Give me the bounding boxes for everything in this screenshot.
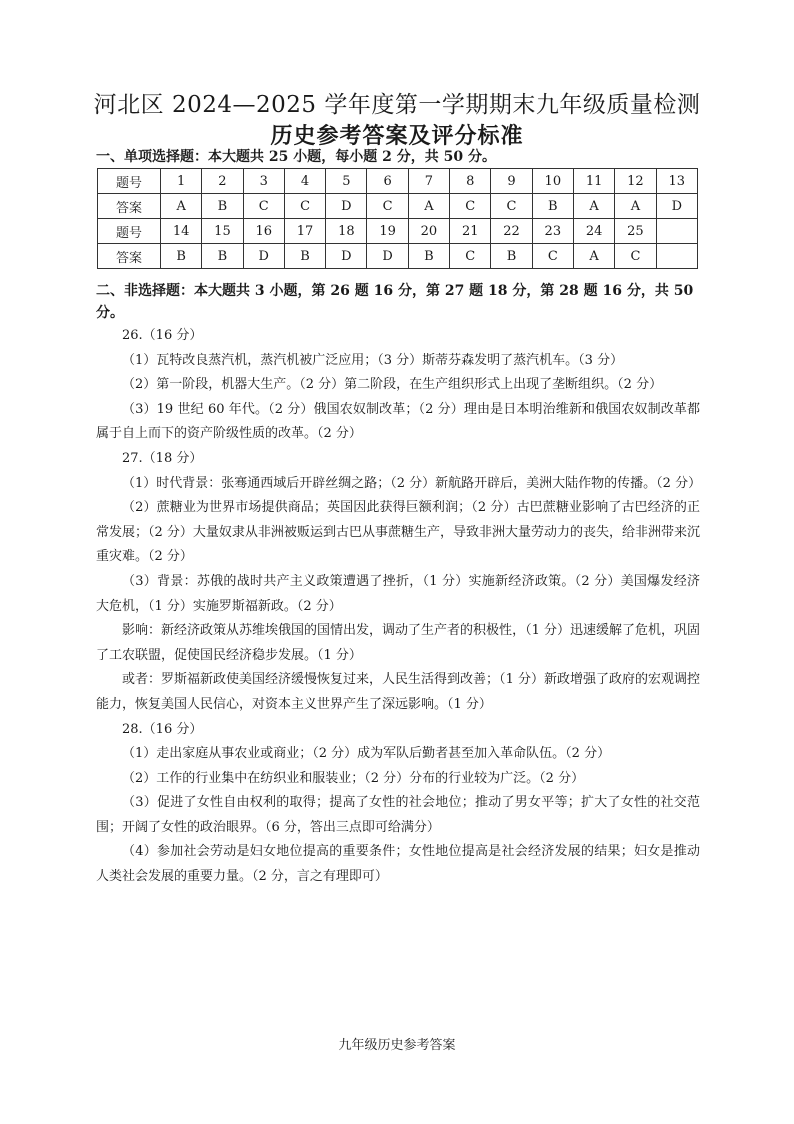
answer-paragraph: （3）背景：苏俄的战时共产主义政策遭遇了挫折，（1 分）实施新经济政策。（2 分）美国爆发经济大危机，（1 分）实施罗斯福新政。（2 分）: [96, 573, 700, 614]
table-cell: [656, 219, 697, 244]
table-cell: C: [450, 244, 491, 269]
table-cell: B: [532, 194, 573, 219]
document-subtitle: 历史参考答案及评分标准: [270, 123, 524, 149]
table-cell: B: [202, 244, 243, 269]
table-cell: 21: [450, 219, 491, 244]
table-cell: C: [491, 194, 532, 219]
table-cell: 22: [491, 219, 532, 244]
row-label: 题号: [98, 169, 161, 194]
table-cell: 1: [161, 169, 202, 194]
table-cell: D: [326, 244, 367, 269]
table-cell: 2: [202, 169, 243, 194]
table-cell: 17: [284, 219, 325, 244]
table-cell: 14: [161, 219, 202, 244]
answer-paragraph: （3）19 世纪 60 年代。（2 分）俄国农奴制改革；（2 分）理由是日本明治维新和俄国农奴制改革都属于自上而下的资产阶级性质的改革。（2 分）: [96, 401, 700, 442]
table-cell: C: [367, 194, 408, 219]
table-row: [98, 244, 698, 269]
table-cell: 16: [243, 219, 284, 244]
answer-paragraph: （2）蔗糖业为世界市场提供商品；英国因此获得巨额利润；（2 分）古巴蔗糖业影响了古巴经济的正常发展；（2 分）大量奴隶从非洲被贩运到古巴从事蔗糖生产，导致非洲大量劳动力的丧失，给非洲带来沉重灾难。（2 分）: [96, 500, 700, 565]
table-cell: 6: [367, 169, 408, 194]
row-label: 答案: [98, 194, 161, 219]
question-number: 26.（16 分）: [122, 328, 203, 343]
table-cell: 18: [326, 219, 367, 244]
table-cell: A: [408, 194, 449, 219]
answer-paragraph: （4）参加社会劳动是妇女地位提高的重要条件；女性地位提高是社会经济发展的结果；妇女是推动人类社会发展的重要力量。（2 分，言之有理即可）: [96, 844, 700, 885]
table-cell: 25: [615, 219, 656, 244]
section1-heading: 一、单项选择题：本大题共 25 小题，每小题 2 分，共 50 分。: [96, 149, 496, 165]
table-cell: D: [243, 244, 284, 269]
table-cell: C: [615, 244, 656, 269]
table-cell: 5: [326, 169, 367, 194]
table-cell: C: [532, 244, 573, 269]
answer-paragraph: （2）第一阶段，机器大生产。（2 分）第二阶段，在生产组织形式上出现了垄断组织。（2 分）: [122, 377, 663, 393]
answer-paragraph: （1）走出家庭从事农业或商业；（2 分）成为军队后勤者甚至加入革命队伍。（2 分）: [122, 746, 611, 762]
table-cell: 15: [202, 219, 243, 244]
table-cell: D: [367, 244, 408, 269]
table-cell: A: [573, 244, 614, 269]
table-cell: 9: [491, 169, 532, 194]
answer-paragraph: （2）工作的行业集中在纺织业和服装业；（2 分）分布的行业较为广泛。（2 分）: [122, 770, 585, 786]
page-footer: 九年级历史参考答案: [338, 1038, 456, 1053]
table-cell: C: [243, 194, 284, 219]
question-number: 27.（18 分）: [122, 450, 203, 466]
table-cell: B: [408, 244, 449, 269]
table-cell: 11: [573, 169, 614, 194]
table-cell: 20: [408, 219, 449, 244]
table-cell: 12: [615, 169, 656, 194]
table-cell: 3: [243, 169, 284, 194]
document-title: 河北区 2024—2025 学年度第一学期期末九年级质量检测: [93, 92, 701, 118]
table-cell: [656, 244, 697, 269]
table-cell: B: [491, 244, 532, 269]
table-cell: C: [284, 194, 325, 219]
answer-paragraph: （1）瓦特改良蒸汽机，蒸汽机被广泛应用；（3 分）斯蒂芬森发明了蒸汽机车。（3 分）: [122, 352, 624, 368]
table-cell: D: [656, 194, 697, 219]
row-label: 答案: [98, 244, 161, 269]
table-cell: 24: [573, 219, 614, 244]
table-cell: 13: [656, 169, 697, 194]
answer-paragraph: 影响：新经济政策从苏维埃俄国的国情出发，调动了生产者的积极性，（1 分）迅速缓解了危机，巩固了工农联盟，促使国民经济稳步发展。（1 分）: [96, 623, 700, 663]
table-cell: B: [202, 194, 243, 219]
section2-heading: 二、非选择题：本大题共 3 小题，第 26 题 16 分，第 27 题 18 分，第 28 题 16 分，共 50 分。: [96, 283, 694, 321]
answer-paragraph: （3）促进了女性自由权利的取得；提高了女性的社会地位；推动了男女平等；扩大了女性的社交范围；开阔了女性的政治眼界。（6 分，答出三点即可给满分）: [96, 795, 700, 835]
table-cell: C: [450, 194, 491, 219]
table-cell: B: [161, 244, 202, 269]
table-cell: 19: [367, 219, 408, 244]
answer-body: [96, 324, 700, 890]
table-cell: 10: [532, 169, 573, 194]
table-cell: A: [161, 194, 202, 219]
table-cell: 4: [284, 169, 325, 194]
table-cell: A: [573, 194, 614, 219]
question-number: 28.（16 分）: [122, 721, 203, 737]
row-label: 题号: [98, 219, 161, 244]
table-cell: 8: [450, 169, 491, 194]
table-cell: A: [615, 194, 656, 219]
table-row: [98, 219, 698, 244]
table-row: [98, 194, 698, 219]
answer-paragraph: 或者：罗斯福新政使美国经济缓慢恢复过来，人民生活得到改善；（1 分）新政增强了政府的宏观调控能力，恢复美国人民信心，对资本主义世界产生了深远影响。（1 分）: [96, 672, 700, 712]
table-row: [98, 169, 698, 194]
table-cell: 7: [408, 169, 449, 194]
answer-paragraph: （1）时代背景：张骞通西域后开辟丝绸之路；（2 分）新航路开辟后，美洲大陆作物的传播。（2 分）: [122, 475, 702, 491]
answer-table: [97, 168, 698, 269]
table-cell: B: [284, 244, 325, 269]
table-cell: D: [326, 194, 367, 219]
table-cell: 23: [532, 219, 573, 244]
